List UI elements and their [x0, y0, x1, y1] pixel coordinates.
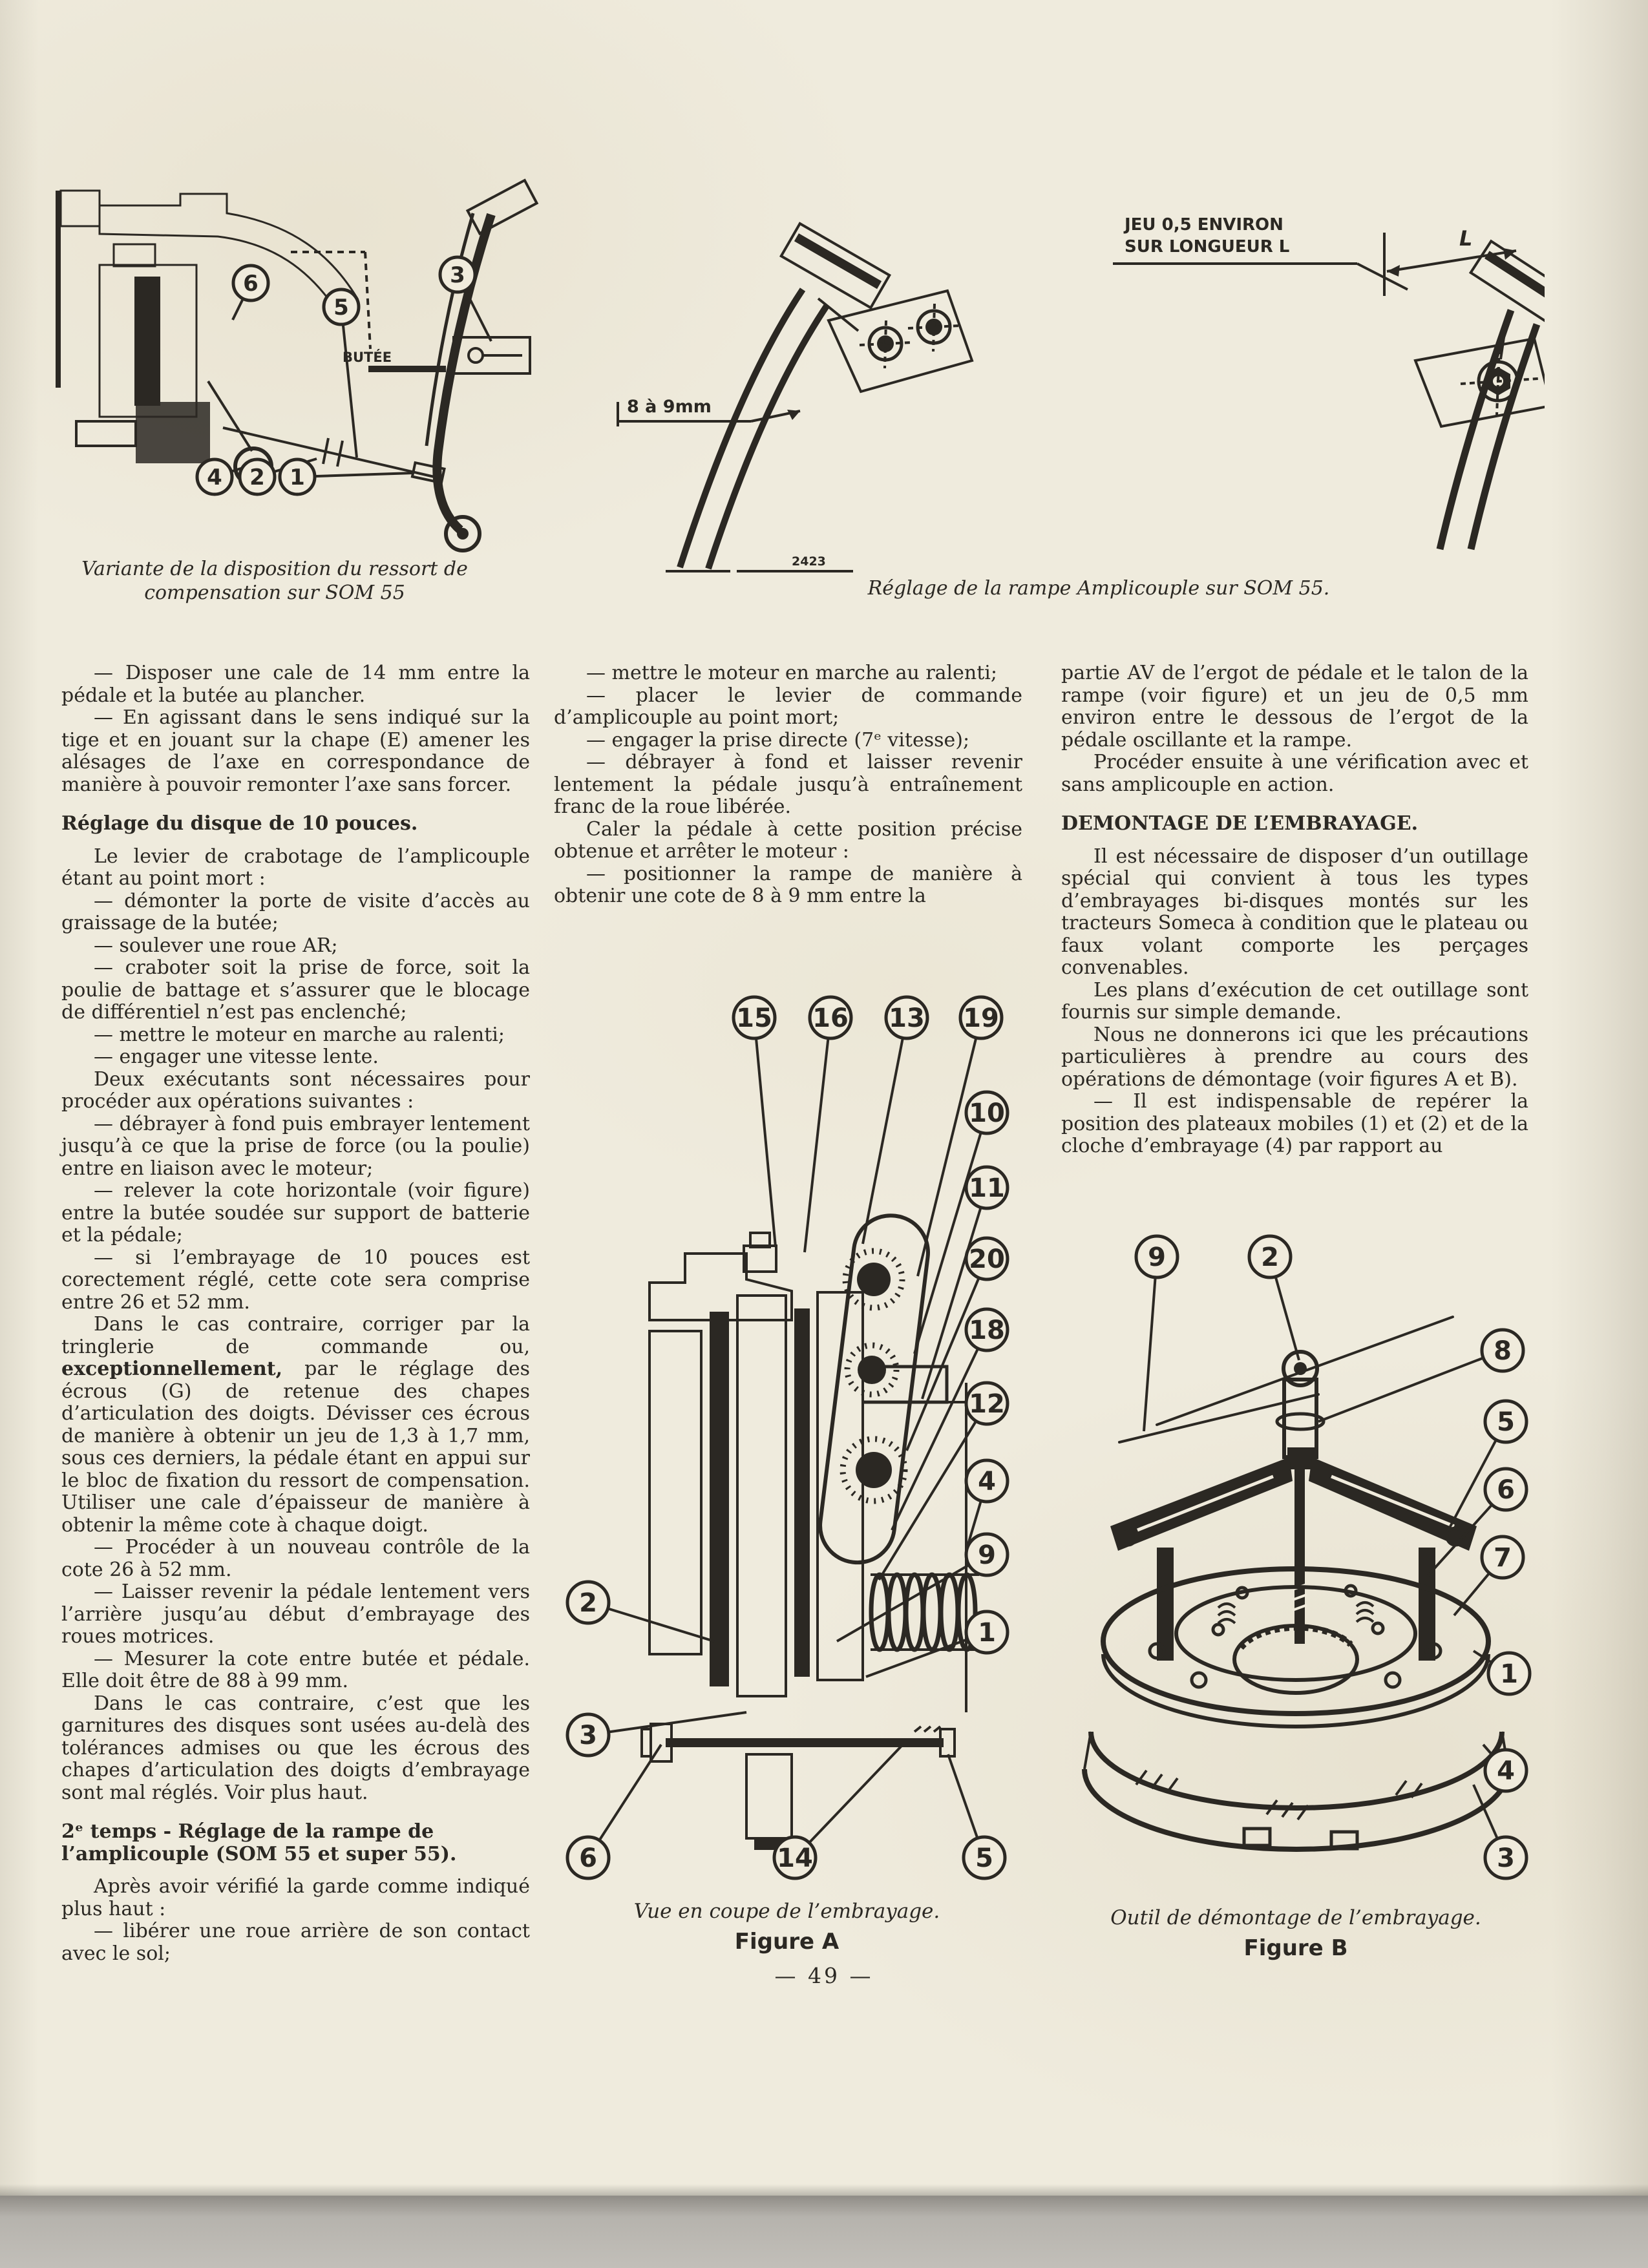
body-paragraph: — placer le levier de commande d’amplicouple au point mort;	[554, 684, 1022, 729]
callout-number: 2	[1261, 1243, 1279, 1272]
variant-caption-line1: Variante de la disposition du ressort de	[81, 558, 468, 580]
body-paragraph: — mettre le moteur en marche au ralenti;	[94, 1023, 505, 1046]
callout-number: 8	[1494, 1336, 1512, 1366]
body-paragraph: — engager une vitesse lente.	[94, 1045, 379, 1068]
length-L-label: L	[1459, 226, 1473, 251]
body-paragraph: — Mesurer la cote entre butée et pédale. Elle doit être de 88 à 99 mm.	[61, 1647, 530, 1692]
butee-label: BUTÉE	[343, 350, 392, 365]
callout-number: 18	[969, 1316, 1005, 1345]
callout-number: 10	[969, 1098, 1005, 1128]
callout-number: 12	[969, 1389, 1005, 1419]
body-paragraph: — soulever une roue AR;	[94, 934, 338, 957]
figure-b-caption: Outil de démontage de l’embrayage.	[1110, 1906, 1481, 1929]
body-paragraph: Après avoir vérifié la garde comme indiqué plus haut :	[61, 1875, 530, 1920]
callout-number: 5	[333, 295, 349, 320]
section-heading: Réglage du disque de 10 pouces.	[61, 812, 418, 835]
figure-b-callouts	[1136, 1236, 1530, 1878]
text-column-right	[1061, 662, 1528, 1158]
text-column-middle	[554, 662, 1022, 908]
figure-a-caption-block	[553, 1900, 1021, 1955]
callout-number: 9	[1148, 1243, 1166, 1272]
jeu-label-line2: SUR LONGUEUR L	[1125, 237, 1290, 257]
callout-number: 4	[978, 1467, 996, 1496]
callout-number: 19	[963, 1003, 999, 1033]
clutch-removal-tool	[1084, 1317, 1508, 1849]
body-paragraph: Procéder ensuite à une vérification avec et sans amplicouple en action.	[1061, 751, 1528, 796]
body-paragraph: partie AV de l’ergot de pédale et le talon de la rampe (voir figure) et un jeu de 0,5 mm environ entre le dessous de l’ergot de la pédale oscillante et la rampe.	[1061, 662, 1528, 751]
body-paragraph: Dans le cas contraire, c’est que les garnitures des disques sont usées au-delà des tolérances admises ou que les écrous des chapes d’articulation des doigts d’embrayage sont mal réglés. Voir plus haut.	[61, 1692, 530, 1804]
body-paragraph: — positionner la rampe de manière à obtenir une cote de 8 à 9 mm entre la	[554, 862, 1022, 907]
scanner-background-strip	[0, 2196, 1648, 2268]
callout-number: 6	[1497, 1475, 1515, 1505]
callout-number: 15	[736, 1003, 772, 1033]
body-paragraph: — relever la cote horizontale (voir figure) entre la butée soudée sur support de batterie et la pédale;	[61, 1179, 530, 1246]
body-paragraph: Il est nécessaire de disposer d’un outillage spécial qui convient à tous les types d’embrayages bi-disques montés sur les tracteurs Someca à condition que le plateau ou faux volant comporte les perçages convenables.	[1061, 845, 1528, 979]
callout-number: 1	[290, 465, 305, 490]
paper-left-edge-shade	[0, 0, 39, 2196]
pedal-ramp-illustration-right	[1053, 187, 1545, 562]
body-paragraph: — si l’embrayage de 10 pouces est corectement réglé, cette cote sera comprise entre 26 et 52 mm.	[61, 1246, 530, 1314]
callout-number: 7	[1494, 1543, 1512, 1573]
paper-bottom-shadow	[0, 2184, 1648, 2196]
drawing-ref-number: 2423	[792, 554, 826, 569]
page-number: — 49 —	[774, 1963, 874, 1988]
callout-number: 4	[1497, 1756, 1515, 1786]
variant-spring-illustration	[39, 174, 556, 562]
variant-caption	[52, 557, 498, 605]
callout-number: 6	[243, 271, 259, 297]
jeu-label-line1: JEU 0,5 ENVIRON	[1125, 215, 1284, 235]
callout-number: 4	[207, 465, 222, 490]
callout-number: 1	[1500, 1659, 1518, 1689]
callout-number: 5	[1497, 1407, 1515, 1437]
figure-b-caption-block	[1060, 1906, 1532, 1961]
callout-number: 9	[978, 1540, 996, 1570]
variant-caption-line2: compensation sur SOM 55	[144, 582, 405, 604]
callout-number: 2	[579, 1588, 597, 1618]
body-paragraph: Nous ne donnerons ici que les précautions particulières à prendre au cours des opérations de démontage (voir figures A et B).	[1061, 1023, 1528, 1091]
callout-number: 3	[450, 262, 465, 288]
body-paragraph: — craboter soit la prise de force, soit la poulie de battage et s’assurer que le blocage de différentiel n’est pas enclenché;	[61, 956, 530, 1024]
dimension-8a9-label: 8 à 9mm	[627, 397, 712, 417]
figure-a-diagram	[553, 989, 1021, 1893]
callout-number: 5	[975, 1843, 993, 1873]
body-paragraph: — En agissant dans le sens indiqué sur la tige et en jouant sur la chape (E) amener les alésages de l’axe en correspondance de manière à pouvoir remonter l’axe sans forcer.	[61, 706, 530, 796]
callout-number: 13	[889, 1003, 925, 1033]
figure-a-label: Figure A	[734, 1929, 840, 1955]
body-paragraph: Deux exécutants sont nécessaires pour procéder aux opérations suivantes :	[61, 1067, 530, 1113]
figure-a-caption: Vue en coupe de l’embrayage.	[633, 1900, 940, 1923]
body-paragraph: — démonter la porte de visite d’accès au graissage de la butée;	[61, 889, 530, 934]
callout-number: 2	[249, 465, 265, 490]
pedal-ramp-illustration-left	[582, 194, 982, 582]
figure-b-label: Figure B	[1243, 1935, 1348, 1961]
body-paragraph: Le levier de crabotage de l’amplicouple étant au point mort :	[61, 845, 530, 890]
body-paragraph: — débrayer à fond et laisser revenir lentement la pédale jusqu’à entraînement franc de la roue libérée.	[554, 751, 1022, 818]
pedal-drawing-right	[1113, 215, 1545, 549]
callout-number: 1	[978, 1618, 996, 1648]
callout-number: 3	[1497, 1843, 1515, 1873]
text-column-left	[61, 662, 530, 1965]
body-paragraph: Dans le cas contraire, corriger par la tringlerie de commande ou, exceptionnellement, par le réglage des écrous (G) de retenue des chapes d’articulation des doigts. Dévisser ces écrous de manière à obtenir un jeu de 1,3 à 1,7 mm, sous ces derniers, la pédale étant en appui sur le bloc de fixation du ressort de compensation. Utiliser une cale d’épaisseur de manière à obtenir la même cote à chaque doigt.	[61, 1313, 530, 1537]
body-paragraph: — Il est indispensable de repérer la position des plateaux mobiles (1) et (2) et de la cloche d’embrayage (4) par rapport au	[1061, 1090, 1528, 1157]
callout-number: 20	[969, 1244, 1005, 1274]
paper-right-edge-shade	[1551, 0, 1648, 2196]
rampe-caption	[724, 576, 1474, 600]
rampe-caption-text: Réglage de la rampe Amplicouple sur SOM 55.	[867, 577, 1330, 600]
body-paragraph: — engager la prise directe (7ᵉ vitesse);	[586, 728, 970, 751]
figure-b-diagram	[1060, 1228, 1532, 1887]
callout-number: 11	[969, 1173, 1005, 1203]
section-heading: 2ᵉ temps - Réglage de la rampe de l’amplicouple (SOM 55 et super 55).	[61, 1820, 457, 1865]
callout-number: 14	[777, 1843, 813, 1873]
body-paragraph: Caler la pédale à cette position précise obtenue et arrêter le moteur :	[554, 817, 1022, 863]
body-paragraph: — libérer une roue arrière de son contact avec le sol;	[61, 1920, 530, 1965]
section-heading: DEMONTAGE DE L’EMBRAYAGE.	[1061, 812, 1419, 835]
callout-number: 16	[812, 1003, 849, 1033]
body-paragraph: Les plans d’exécution de cet outillage sont fournis sur simple demande.	[1061, 978, 1528, 1024]
body-paragraph: — Procéder à un nouveau contrôle de la cote 26 à 52 mm.	[61, 1536, 530, 1581]
body-paragraph: — débrayer à fond puis embrayer lentement jusqu’à ce que la prise de force (ou la poulie) entre en liaison avec le moteur;	[61, 1112, 530, 1180]
body-paragraph: — Disposer une cale de 14 mm entre la pédale et la butée au plancher.	[61, 662, 530, 707]
pedal-drawing	[618, 224, 972, 571]
callout-number: 6	[579, 1843, 597, 1873]
body-paragraph: — Laisser revenir la pédale lentement vers l’arrière jusqu’au début d’embrayage des roues motrices.	[61, 1580, 530, 1648]
body-paragraph: — mettre le moteur en marche au ralenti;	[586, 662, 997, 684]
callout-number: 3	[579, 1721, 597, 1750]
